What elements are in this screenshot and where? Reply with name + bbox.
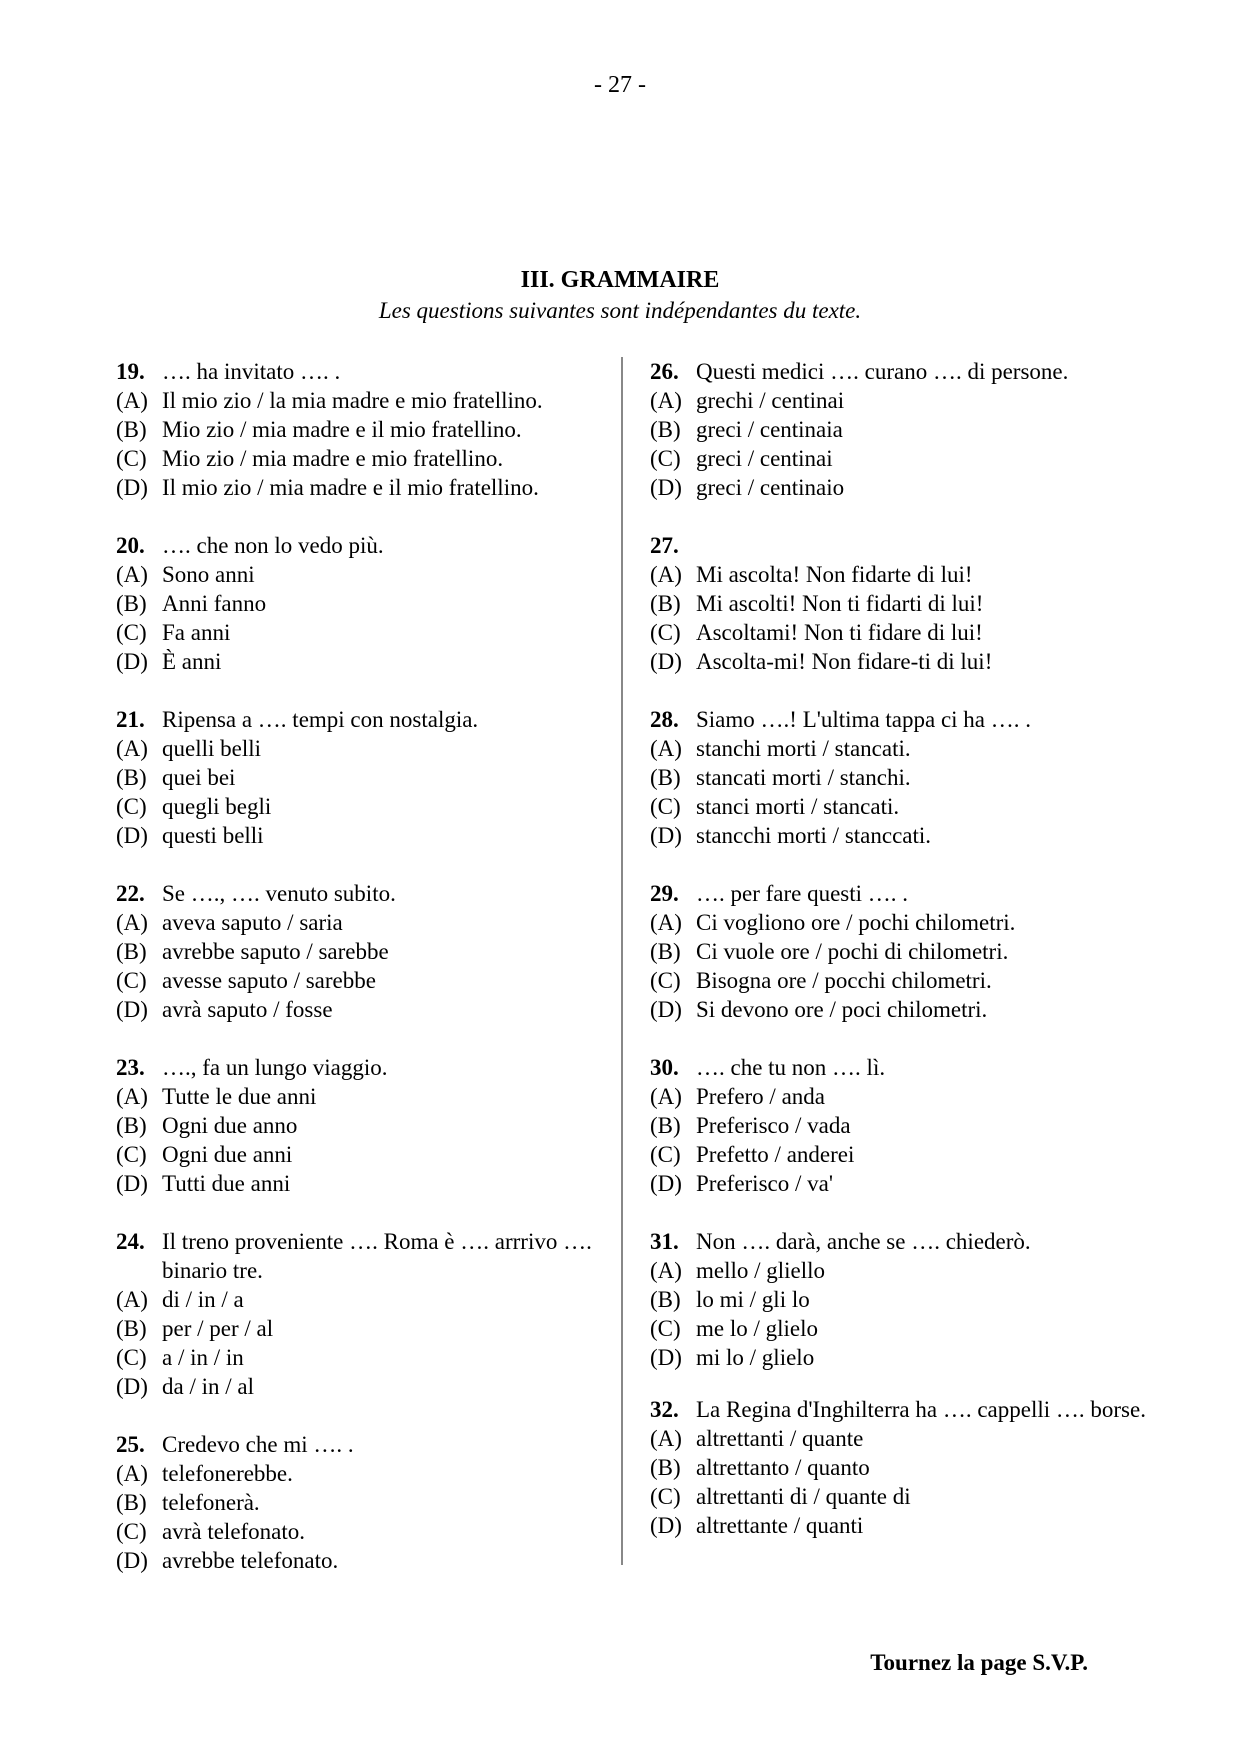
question-number: 24. bbox=[116, 1229, 145, 1254]
option-text: È anni bbox=[162, 649, 222, 674]
option-text: questi belli bbox=[162, 823, 264, 848]
option-letter: (A) bbox=[650, 910, 682, 935]
option-letter: (B) bbox=[116, 591, 147, 616]
question-number: 32. bbox=[650, 1397, 679, 1422]
option-text: mi lo / glielo bbox=[696, 1345, 815, 1370]
answer-option bbox=[650, 1140, 1180, 1169]
question-text: Non …. darà, anche se …. chiederò. bbox=[696, 1229, 1031, 1254]
option-text: aveva saputo / saria bbox=[162, 910, 343, 935]
answer-option bbox=[650, 618, 1180, 647]
answer-option bbox=[650, 415, 1180, 444]
option-letter: (C) bbox=[650, 1142, 681, 1167]
option-text: altrettanti / quante bbox=[696, 1426, 864, 1451]
question-stem bbox=[116, 705, 646, 734]
option-text: Si devono ore / poci chilometri. bbox=[696, 997, 988, 1022]
page-number: - 27 - bbox=[594, 72, 646, 98]
option-text: quegli begli bbox=[162, 794, 272, 819]
option-letter: (B) bbox=[116, 1316, 147, 1341]
option-text: mello / gliello bbox=[696, 1258, 826, 1283]
option-text: Ascoltami! Non ti fidare di lui! bbox=[696, 620, 983, 645]
option-text: greci / centinaio bbox=[696, 475, 845, 500]
option-letter: (D) bbox=[650, 1513, 682, 1538]
option-text: telefonerebbe. bbox=[162, 1461, 293, 1486]
question-text bbox=[696, 533, 702, 558]
option-text: avrebbe telefonato. bbox=[162, 1548, 339, 1573]
question-number: 28. bbox=[650, 707, 679, 732]
answer-option bbox=[116, 415, 646, 444]
question-stem bbox=[116, 1430, 646, 1459]
option-text: Mi ascolta! Non fidarte di lui! bbox=[696, 562, 973, 587]
question-text: Credevo che mi …. . bbox=[162, 1432, 354, 1457]
question-28 bbox=[650, 705, 1180, 850]
option-text: stanci morti / stancati. bbox=[696, 794, 900, 819]
question-stem bbox=[116, 357, 646, 386]
question-number: 26. bbox=[650, 359, 679, 384]
question-26 bbox=[650, 357, 1180, 502]
question-text: Se …., …. venuto subito. bbox=[162, 881, 396, 906]
option-text: stancchi morti / stanccati. bbox=[696, 823, 932, 848]
option-letter: (A) bbox=[116, 562, 148, 587]
option-text: avrà telefonato. bbox=[162, 1519, 306, 1544]
answer-option bbox=[116, 647, 646, 676]
option-letter: (B) bbox=[650, 417, 681, 442]
answer-option bbox=[116, 1140, 646, 1169]
option-letter: (D) bbox=[650, 997, 682, 1022]
option-letter: (B) bbox=[650, 1113, 681, 1138]
question-32 bbox=[650, 1395, 1180, 1540]
answer-option bbox=[116, 792, 646, 821]
answer-option bbox=[650, 444, 1180, 473]
question-number: 23. bbox=[116, 1055, 145, 1080]
question-stem bbox=[650, 1227, 1180, 1256]
question-23 bbox=[116, 1053, 646, 1198]
answer-option bbox=[650, 1343, 1180, 1372]
option-letter: (D) bbox=[116, 1548, 148, 1573]
question-stem bbox=[650, 531, 1180, 560]
option-text: Ascolta-mi! Non fidare-ti di lui! bbox=[696, 649, 993, 674]
option-letter: (D) bbox=[116, 1171, 148, 1196]
question-number: 30. bbox=[650, 1055, 679, 1080]
question-stem bbox=[116, 531, 646, 560]
option-letter: (C) bbox=[650, 794, 681, 819]
option-text: da / in / al bbox=[162, 1374, 254, 1399]
option-text: greci / centinai bbox=[696, 446, 833, 471]
left-question-column bbox=[116, 357, 646, 1604]
answer-option bbox=[116, 1546, 646, 1575]
answer-option bbox=[116, 734, 646, 763]
question-27 bbox=[650, 531, 1180, 676]
question-text: …. per fare questi …. . bbox=[696, 881, 909, 906]
answer-option bbox=[116, 1488, 646, 1517]
answer-option bbox=[650, 1453, 1180, 1482]
option-letter: (B) bbox=[116, 1113, 147, 1138]
option-text: altrettante / quanti bbox=[696, 1513, 864, 1538]
column-divider bbox=[621, 357, 623, 1565]
option-text: avrà saputo / fosse bbox=[162, 997, 333, 1022]
option-letter: (C) bbox=[116, 1519, 147, 1544]
footer-note: Tournez la page S.V.P. bbox=[870, 1650, 1088, 1675]
answer-option bbox=[116, 1343, 646, 1372]
answer-option bbox=[116, 763, 646, 792]
answer-option bbox=[650, 1256, 1180, 1285]
answer-option bbox=[116, 821, 646, 850]
question-stem bbox=[650, 705, 1180, 734]
option-text: Mio zio / mia madre e mio fratellino. bbox=[162, 446, 504, 471]
question-text: Il treno proveniente …. Roma è …. arrrivo …. binario tre. bbox=[162, 1229, 592, 1283]
question-stem bbox=[116, 879, 646, 908]
question-31 bbox=[650, 1227, 1180, 1372]
option-text: a / in / in bbox=[162, 1345, 244, 1370]
option-letter: (C) bbox=[116, 620, 147, 645]
option-letter: (A) bbox=[650, 1258, 682, 1283]
option-text: me lo / glielo bbox=[696, 1316, 819, 1341]
option-letter: (A) bbox=[116, 1287, 148, 1312]
option-letter: (B) bbox=[650, 1455, 681, 1480]
option-letter: (C) bbox=[650, 1484, 681, 1509]
question-text: Ripensa a …. tempi con nostalgia. bbox=[162, 707, 479, 732]
answer-option bbox=[650, 560, 1180, 589]
answer-option bbox=[650, 908, 1180, 937]
question-number: 25. bbox=[116, 1432, 145, 1457]
answer-option bbox=[116, 473, 646, 502]
option-letter: (C) bbox=[116, 968, 147, 993]
answer-option bbox=[650, 1482, 1180, 1511]
option-letter: (B) bbox=[650, 765, 681, 790]
option-text: telefonerà. bbox=[162, 1490, 260, 1515]
option-letter: (D) bbox=[650, 1345, 682, 1370]
option-letter: (C) bbox=[116, 1345, 147, 1370]
answer-option bbox=[650, 763, 1180, 792]
option-letter: (D) bbox=[116, 475, 148, 500]
option-letter: (A) bbox=[116, 736, 148, 761]
answer-option bbox=[650, 821, 1180, 850]
option-text: quei bei bbox=[162, 765, 236, 790]
answer-option bbox=[650, 995, 1180, 1024]
option-letter: (D) bbox=[116, 649, 148, 674]
question-text: Questi medici …. curano …. di persone. bbox=[696, 359, 1069, 384]
option-letter: (D) bbox=[116, 823, 148, 848]
answer-option bbox=[116, 995, 646, 1024]
question-text: …. che non lo vedo più. bbox=[162, 533, 384, 558]
question-19 bbox=[116, 357, 646, 502]
option-text: Il mio zio / mia madre e il mio fratellino. bbox=[162, 475, 539, 500]
option-letter: (A) bbox=[116, 388, 148, 413]
answer-option bbox=[116, 386, 646, 415]
question-30 bbox=[650, 1053, 1180, 1198]
option-letter: (A) bbox=[116, 1461, 148, 1486]
option-letter: (A) bbox=[650, 562, 682, 587]
option-text: Mio zio / mia madre e il mio fratellino. bbox=[162, 417, 522, 442]
answer-option bbox=[650, 473, 1180, 502]
answer-option bbox=[650, 647, 1180, 676]
option-text: altrettanti di / quante di bbox=[696, 1484, 911, 1509]
question-number: 19. bbox=[116, 359, 145, 384]
answer-option bbox=[650, 1424, 1180, 1453]
answer-option bbox=[116, 589, 646, 618]
option-letter: (D) bbox=[116, 997, 148, 1022]
answer-option bbox=[650, 1511, 1180, 1540]
option-text: grechi / centinai bbox=[696, 388, 845, 413]
option-letter: (A) bbox=[116, 1084, 148, 1109]
answer-option bbox=[650, 937, 1180, 966]
question-21 bbox=[116, 705, 646, 850]
answer-option bbox=[650, 792, 1180, 821]
option-text: Ci vuole ore / pochi di chilometri. bbox=[696, 939, 1009, 964]
option-letter: (B) bbox=[116, 765, 147, 790]
section-title: III. GRAMMAIRE bbox=[520, 267, 720, 293]
option-letter: (B) bbox=[116, 1490, 147, 1515]
option-letter: (C) bbox=[116, 794, 147, 819]
answer-option bbox=[650, 386, 1180, 415]
option-text: Tutte le due anni bbox=[162, 1084, 317, 1109]
question-number: 22. bbox=[116, 881, 145, 906]
option-text: lo mi / gli lo bbox=[696, 1287, 810, 1312]
option-text: Ci vogliono ore / pochi chilometri. bbox=[696, 910, 1016, 935]
option-text: Prefero / anda bbox=[696, 1084, 825, 1109]
option-text: Ogni due anni bbox=[162, 1142, 293, 1167]
answer-option bbox=[116, 1372, 646, 1401]
question-22 bbox=[116, 879, 646, 1024]
option-text: Anni fanno bbox=[162, 591, 267, 616]
option-text: Prefetto / anderei bbox=[696, 1142, 855, 1167]
option-letter: (D) bbox=[116, 1374, 148, 1399]
question-25 bbox=[116, 1430, 646, 1575]
question-stem bbox=[650, 1053, 1180, 1082]
option-letter: (B) bbox=[116, 417, 147, 442]
option-text: Mi ascolti! Non ti fidarti di lui! bbox=[696, 591, 984, 616]
option-letter: (C) bbox=[650, 446, 681, 471]
option-text: Fa anni bbox=[162, 620, 231, 645]
option-letter: (C) bbox=[650, 1316, 681, 1341]
option-text: avesse saputo / sarebbe bbox=[162, 968, 376, 993]
question-stem bbox=[650, 1395, 1180, 1424]
question-stem bbox=[650, 357, 1180, 386]
option-text: stanchi morti / stancati. bbox=[696, 736, 911, 761]
option-letter: (D) bbox=[650, 649, 682, 674]
answer-option bbox=[650, 1285, 1180, 1314]
option-letter: (A) bbox=[650, 736, 682, 761]
option-text: per / per / al bbox=[162, 1316, 274, 1341]
question-stem bbox=[116, 1053, 646, 1082]
option-text: avrebbe saputo / sarebbe bbox=[162, 939, 389, 964]
question-stem bbox=[650, 879, 1180, 908]
option-text: Tutti due anni bbox=[162, 1171, 291, 1196]
answer-option bbox=[116, 1082, 646, 1111]
answer-option bbox=[650, 1314, 1180, 1343]
question-text: Siamo ….! L'ultima tappa ci ha …. . bbox=[696, 707, 1032, 732]
question-text: La Regina d'Inghilterra ha …. cappelli …. borse. bbox=[696, 1397, 1146, 1422]
answer-option bbox=[116, 1459, 646, 1488]
option-text: quelli belli bbox=[162, 736, 262, 761]
answer-option bbox=[650, 966, 1180, 995]
answer-option bbox=[116, 444, 646, 473]
right-question-column bbox=[650, 357, 1180, 1569]
option-letter: (C) bbox=[116, 446, 147, 471]
answer-option bbox=[116, 618, 646, 647]
option-letter: (D) bbox=[650, 823, 682, 848]
question-number: 29. bbox=[650, 881, 679, 906]
answer-option bbox=[116, 1517, 646, 1546]
answer-option bbox=[116, 908, 646, 937]
answer-option bbox=[116, 966, 646, 995]
question-number: 21. bbox=[116, 707, 145, 732]
option-text: altrettanto / quanto bbox=[696, 1455, 870, 1480]
option-text: Ogni due anno bbox=[162, 1113, 298, 1138]
option-letter: (B) bbox=[116, 939, 147, 964]
question-number: 31. bbox=[650, 1229, 679, 1254]
option-text: Sono anni bbox=[162, 562, 255, 587]
option-letter: (C) bbox=[116, 1142, 147, 1167]
option-letter: (A) bbox=[116, 910, 148, 935]
answer-option bbox=[116, 1111, 646, 1140]
option-letter: (A) bbox=[650, 1084, 682, 1109]
answer-option bbox=[116, 937, 646, 966]
option-text: Il mio zio / la mia madre e mio fratellino. bbox=[162, 388, 543, 413]
answer-option bbox=[650, 734, 1180, 763]
section-subtitle: Les questions suivantes sont indépendantes du texte. bbox=[378, 298, 862, 323]
option-letter: (A) bbox=[650, 388, 682, 413]
question-number: 20. bbox=[116, 533, 145, 558]
option-text: greci / centinaia bbox=[696, 417, 843, 442]
answer-option bbox=[650, 1082, 1180, 1111]
answer-option bbox=[116, 1314, 646, 1343]
option-text: Preferisco / vada bbox=[696, 1113, 851, 1138]
question-text: …., fa un lungo viaggio. bbox=[162, 1055, 388, 1080]
answer-option bbox=[650, 1169, 1180, 1198]
option-text: Bisogna ore / pocchi chilometri. bbox=[696, 968, 992, 993]
option-text: stancati morti / stanchi. bbox=[696, 765, 911, 790]
question-20 bbox=[116, 531, 646, 676]
question-24 bbox=[116, 1227, 646, 1401]
option-letter: (D) bbox=[650, 1171, 682, 1196]
answer-option bbox=[116, 1285, 646, 1314]
answer-option bbox=[116, 1169, 646, 1198]
question-text: …. ha invitato …. . bbox=[162, 359, 341, 384]
option-letter: (B) bbox=[650, 939, 681, 964]
option-text: Preferisco / va' bbox=[696, 1171, 833, 1196]
answer-option bbox=[650, 1111, 1180, 1140]
question-stem bbox=[116, 1227, 646, 1285]
option-text: di / in / a bbox=[162, 1287, 244, 1312]
option-letter: (D) bbox=[650, 475, 682, 500]
answer-option bbox=[650, 589, 1180, 618]
option-letter: (B) bbox=[650, 591, 681, 616]
option-letter: (C) bbox=[650, 620, 681, 645]
question-29 bbox=[650, 879, 1180, 1024]
option-letter: (B) bbox=[650, 1287, 681, 1312]
question-text: …. che tu non …. lì. bbox=[696, 1055, 886, 1080]
option-letter: (A) bbox=[650, 1426, 682, 1451]
answer-option bbox=[116, 560, 646, 589]
question-number: 27. bbox=[650, 533, 679, 558]
option-letter: (C) bbox=[650, 968, 681, 993]
